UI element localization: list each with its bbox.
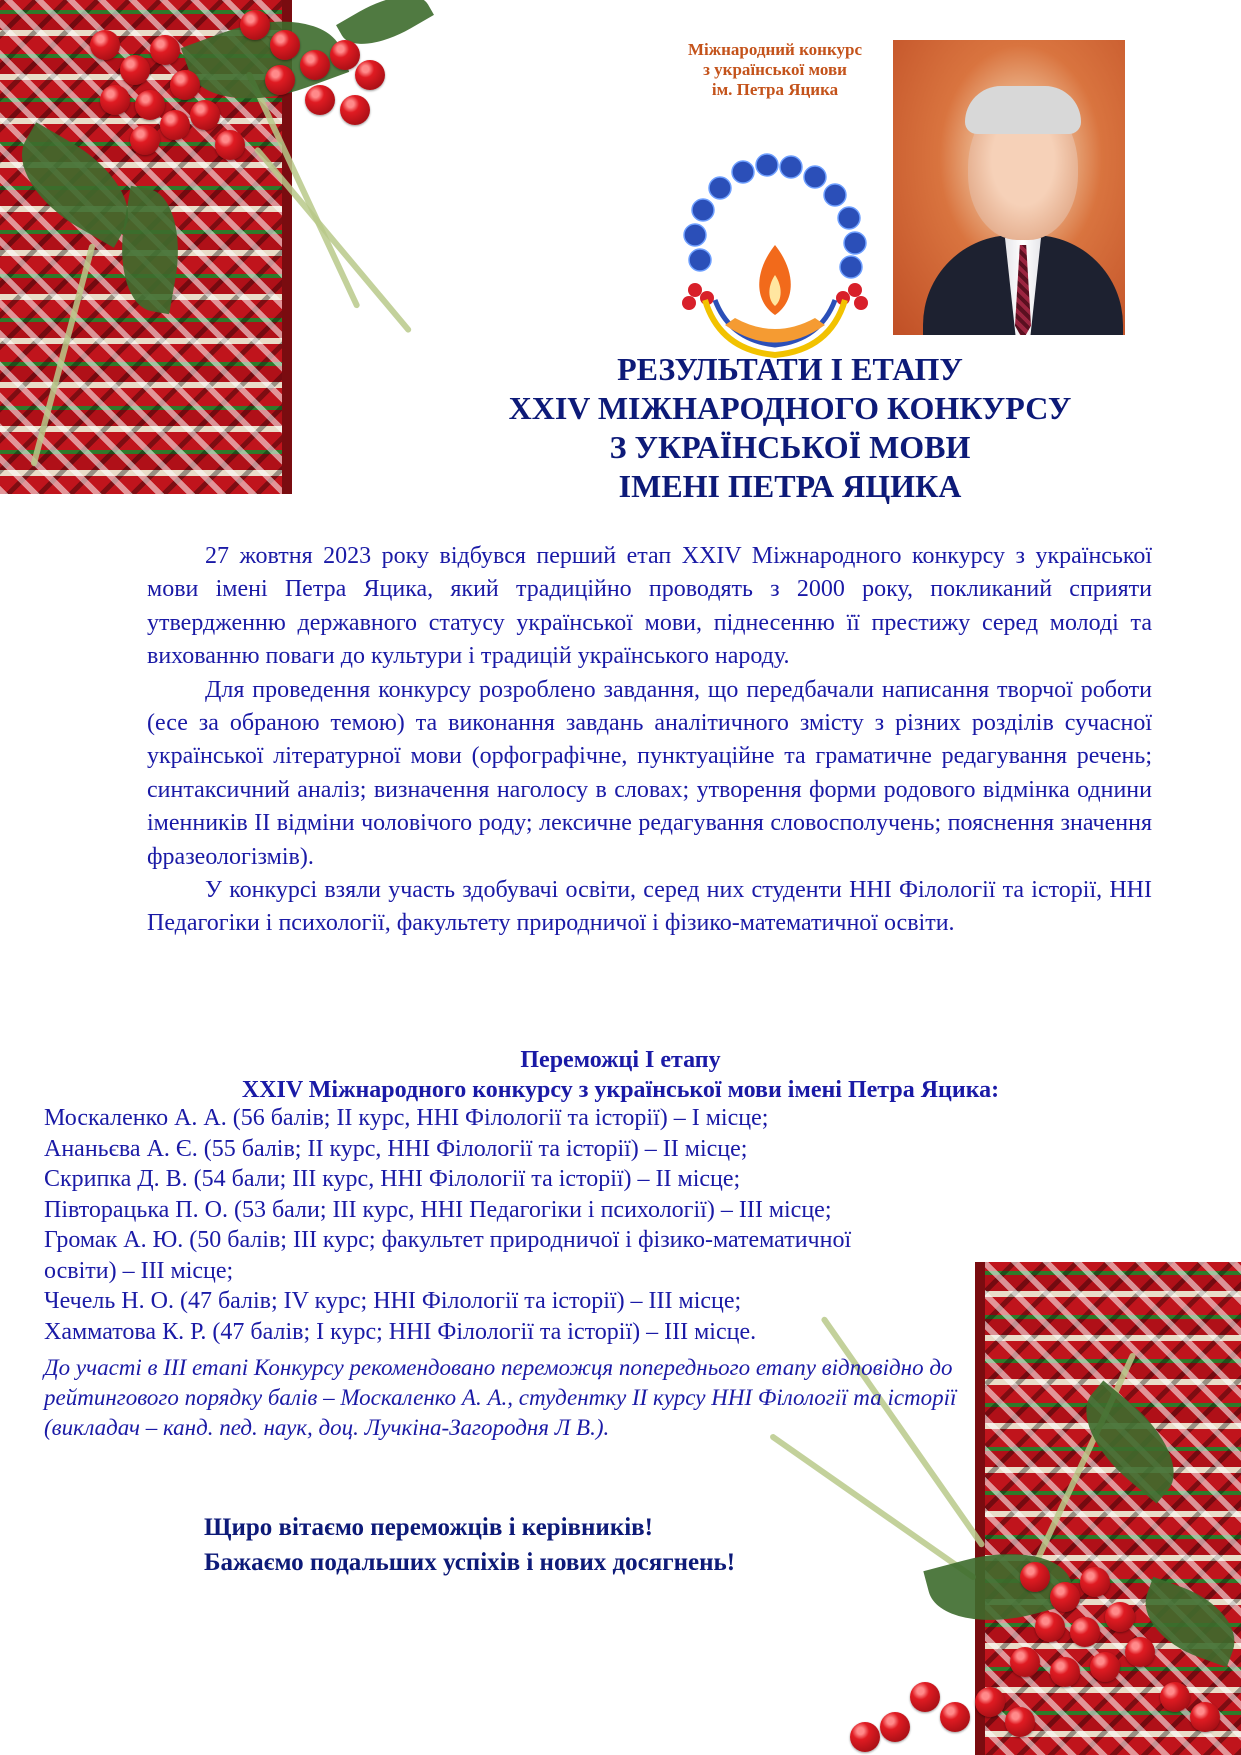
title-line: ІМЕНІ ПЕТРА ЯЦИКА — [618, 468, 962, 504]
viburnum-berry — [135, 90, 165, 120]
page-title — [440, 350, 1140, 506]
viburnum-berry — [1080, 1567, 1110, 1597]
portrait-photo — [893, 40, 1125, 335]
viburnum-berry — [160, 110, 190, 140]
embroidery-viburnum-corner-bottom-right — [780, 1262, 1241, 1755]
title-line: XXIV МІЖНАРОДНОГО КОНКУРСУ — [508, 390, 1072, 426]
viburnum-berry — [270, 30, 300, 60]
logo-caption-line: Міжнародний конкурс — [687, 40, 862, 59]
photo-hair — [965, 86, 1081, 134]
viburnum-berry — [1050, 1657, 1080, 1687]
winner-line: Ананьєва А. Є. (55 балів; ІІ курс, ННІ Філології та історії) – ІІ місце; — [44, 1135, 748, 1162]
viburnum-berry — [150, 35, 180, 65]
viburnum-berry — [1010, 1647, 1040, 1677]
viburnum-berry — [90, 30, 120, 60]
viburnum-berry — [100, 85, 130, 115]
winners-subheading: XXIV Міжнародного конкурсу з української мови імені Петра Яцика: — [241, 1077, 1000, 1103]
viburnum-berry — [940, 1702, 970, 1732]
winner-line: освіти) – ІІІ місце; — [44, 1257, 234, 1284]
viburnum-berry — [120, 55, 150, 85]
paragraph: Для проведення конкурсу розроблено завдання, що передбачали написання творчої роботи (есе за обраною темою) та виконання завдань аналітичного змісту з різних розділів сучасної української літературної мови (орфографічне, пунктуаційне та граматичне редагування речень; синтаксичний аналіз; визначення наголосу в словах; утворення форми родового відмінка однини іменників ІІ відміни чоловічого роду; лексичне редагування словосполучень; пояснення значення фразеологізмів). — [147, 676, 1152, 870]
wreath-flame-emblem — [665, 150, 885, 365]
greeting-line: Бажаємо подальших успіхів і нових досягнень! — [204, 1549, 736, 1576]
winner-line: Москаленко А. А. (56 балів; ІІ курс, ННІ Філології та історії) – І місце; — [44, 1105, 769, 1131]
recommendation-text: До участі в ІІІ етапі Конкурсу рекомендовано переможця попереднього етапу відповідно до рейтингового порядку балів – Москаленко А. А., студентку ІІ курсу ННІ Філології та історії (викладач – канд. пед. наук, доц. Лучкіна-Загородня Л В.). — [44, 1355, 957, 1440]
viburnum-berry — [340, 95, 370, 125]
viburnum-berry — [1105, 1602, 1135, 1632]
contest-logo — [655, 40, 895, 335]
viburnum-berry — [265, 65, 295, 95]
winner-line: Чечель Н. О. (47 балів; ІV курс; ННІ Філології та історії) – ІІІ місце; — [44, 1288, 742, 1314]
viburnum-berry — [1020, 1562, 1050, 1592]
viburnum-berry — [1005, 1707, 1035, 1737]
logo-caption-line: з української мови — [703, 60, 847, 79]
viburnum-berry — [1090, 1652, 1120, 1682]
viburnum-berry — [330, 40, 360, 70]
viburnum-berry — [1070, 1617, 1100, 1647]
viburnum-berry — [1190, 1702, 1220, 1732]
viburnum-berry — [880, 1712, 910, 1742]
winner-line: Півторацька П. О. (53 бали; ІІІ курс, ННІ Педагогіки і психології) – ІІІ місце; — [44, 1196, 832, 1223]
viburnum-berry — [130, 125, 160, 155]
viburnum-berry — [355, 60, 385, 90]
viburnum-berry — [305, 85, 335, 115]
logo-caption-line: ім. Петра Яцика — [711, 80, 839, 99]
greeting-line: Щиро вітаємо переможців і керівників! — [204, 1514, 654, 1541]
greeting — [204, 1510, 964, 1580]
winner-line: Хамматова К. Р. (47 балів; І курс; ННІ Філології та історії) – ІІІ місце. — [44, 1318, 757, 1345]
viburnum-berry — [910, 1682, 940, 1712]
viburnum-berry — [170, 70, 200, 100]
winner-line: Громак А. Ю. (50 балів; ІІІ курс; факультет природничої і фізико-математичної — [44, 1227, 852, 1253]
viburnum-berry — [1125, 1637, 1155, 1667]
viburnum-berry — [215, 130, 245, 160]
embroidery-viburnum-corner-top-left — [0, 0, 426, 494]
winners-heading: Переможці І етапу — [520, 1047, 721, 1073]
article-body — [147, 540, 1152, 941]
title-line: З УКРАЇНСЬКОЇ МОВИ — [609, 429, 971, 465]
viburnum-berry — [1160, 1682, 1190, 1712]
viburnum-berry — [850, 1722, 880, 1752]
paragraph: У конкурсі взяли участь здобувачі освіти, серед них студенти ННІ Філології та історії, ННІ Педагогіки і психології, факультету природничої і фізико-математичної освіти. — [147, 877, 1152, 937]
logo-caption — [655, 40, 895, 100]
viburnum-berry — [300, 50, 330, 80]
viburnum-berry — [240, 10, 270, 40]
title-line: РЕЗУЛЬТАТИ І ЕТАПУ — [617, 351, 963, 387]
viburnum-berry — [190, 100, 220, 130]
paragraph: 27 жовтня 2023 року відбувся перший етап XXIV Міжнародного конкурсу з української мови імені Петра Яцика, який традиційно проводять з 2000 року, покликаний сприяти утвердженню державного статусу української мови, піднесенню її престижу серед молоді та вихованню поваги до культури і традицій українського народу. — [147, 543, 1152, 670]
viburnum-berry — [1050, 1582, 1080, 1612]
winner-line: Скрипка Д. В. (54 бали; ІІІ курс, ННІ Філології та історії) – ІІ місце; — [44, 1166, 741, 1192]
viburnum-berry — [975, 1687, 1005, 1717]
viburnum-berry — [1035, 1612, 1065, 1642]
